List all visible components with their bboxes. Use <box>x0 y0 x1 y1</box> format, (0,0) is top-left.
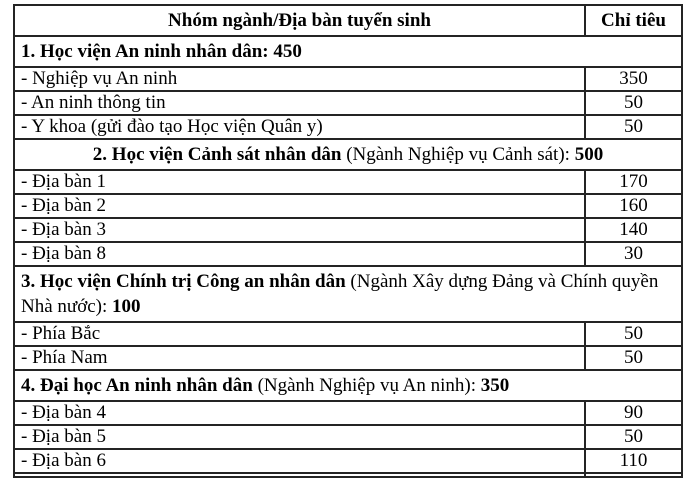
category-label-cell: - Y khoa (gửi đào tạo Học viện Quân y) <box>14 115 585 139</box>
section-title-regular-text: (Ngành Xây dựng Đảng và Chính quyền Nhà nước): <box>21 271 659 317</box>
quota-value-cell: 90 <box>585 401 682 425</box>
section-title-bold-text: 500 <box>574 144 604 165</box>
table-row <box>14 194 682 218</box>
quota-value-cell: 160 <box>585 194 682 218</box>
section-header-cell <box>14 266 682 322</box>
table-row <box>14 218 682 242</box>
section-title-bold-text: 4. Đại học An ninh nhân dân <box>21 375 258 396</box>
category-label-cell: - Địa bàn 4 <box>14 401 585 425</box>
category-label-cell: - Địa bàn 8 <box>14 242 585 266</box>
quota-value-cell: 50 <box>585 425 682 449</box>
admission-quota-table <box>13 4 683 478</box>
table-row <box>14 266 682 322</box>
section-title-bold-text: 100 <box>112 296 141 317</box>
table-row <box>14 170 682 194</box>
category-label-cell: - An ninh thông tin <box>14 91 585 115</box>
section-header-cell <box>14 139 682 170</box>
clipped-label-cell <box>14 473 585 477</box>
table-row <box>14 91 682 115</box>
table-row <box>14 370 682 401</box>
category-label-cell: - Phía Nam <box>14 346 585 370</box>
quota-value-cell: 30 <box>585 242 682 266</box>
section-title-bold-text: 350 <box>480 375 510 396</box>
clipped-next-row <box>14 473 682 477</box>
quota-value-cell: 50 <box>585 322 682 346</box>
section-title-regular-text: (Ngành Nghiệp vụ Cảnh sát): <box>346 144 575 165</box>
table-row <box>14 242 682 266</box>
table-header <box>14 5 682 36</box>
table-row <box>14 401 682 425</box>
section-title-bold-text: 2. Học viện Cảnh sát nhân dân <box>92 144 347 165</box>
section-title-bold-text: 3. Học viện Chính trị Công an nhân dân <box>21 271 351 292</box>
quota-value-cell: 170 <box>585 170 682 194</box>
quota-value-cell: 140 <box>585 218 682 242</box>
table-row <box>14 425 682 449</box>
table-row <box>14 67 682 91</box>
quota-value-cell: 50 <box>585 91 682 115</box>
section-header-cell <box>14 36 682 67</box>
table-row <box>14 322 682 346</box>
section-title-bold-text: 1. Học viện An ninh nhân dân: 450 <box>21 41 302 62</box>
section-header-cell <box>14 370 682 401</box>
col-header-quota: Chỉ tiêu <box>585 5 682 36</box>
category-label-cell: - Địa bàn 3 <box>14 218 585 242</box>
clipped-value-cell <box>585 473 682 477</box>
category-label-cell: - Địa bàn 6 <box>14 449 585 473</box>
table-row <box>14 346 682 370</box>
table-row <box>14 139 682 170</box>
col-header-group: Nhóm ngành/Địa bàn tuyển sinh <box>14 5 585 36</box>
category-label-cell: - Địa bàn 2 <box>14 194 585 218</box>
quota-value-cell: 110 <box>585 449 682 473</box>
quota-value-cell: 350 <box>585 67 682 91</box>
header-row <box>14 5 682 36</box>
table-row <box>14 449 682 473</box>
category-label-cell: - Địa bàn 5 <box>14 425 585 449</box>
section-title-regular-text: (Ngành Nghiệp vụ An ninh): <box>257 375 481 396</box>
quota-value-cell: 50 <box>585 115 682 139</box>
category-label-cell: - Địa bàn 1 <box>14 170 585 194</box>
category-label-cell: - Phía Bắc <box>14 322 585 346</box>
table-body <box>14 36 682 477</box>
quota-value-cell: 50 <box>585 346 682 370</box>
table-row <box>14 115 682 139</box>
table-row <box>14 36 682 67</box>
category-label-cell: - Nghiệp vụ An ninh <box>14 67 585 91</box>
